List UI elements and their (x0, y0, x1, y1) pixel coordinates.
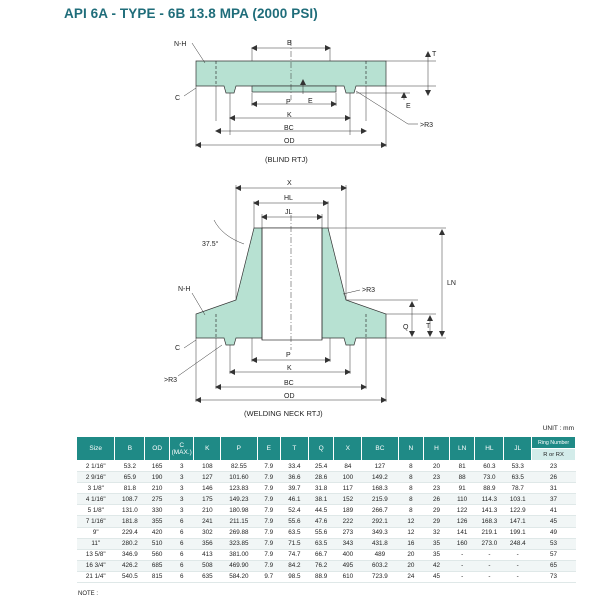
cell-ln: 122 (449, 505, 475, 516)
cell-ring: 45 (532, 516, 576, 527)
cell-hl: 141.3 (475, 505, 504, 516)
cell-c: 6 (169, 560, 194, 571)
blind-bc-label: BC (284, 125, 294, 132)
cell-p: 584.20 (221, 571, 257, 582)
cell-q: 47.6 (308, 516, 334, 527)
weld-caption: (WELDING NECK RTJ) (244, 409, 323, 418)
cell-hl: - (475, 549, 504, 560)
cell-bc: 127 (362, 461, 398, 472)
weld-r3a-label: >R3 (362, 287, 376, 294)
cell-hl: 60.3 (475, 461, 504, 472)
cell-ln: 141 (449, 527, 475, 538)
cell-e: 7.9 (257, 527, 281, 538)
header-p: P (221, 437, 257, 461)
header-c: C (MAX.) (169, 437, 194, 461)
cell-k: 302 (194, 527, 221, 538)
cell-e: 9.7 (257, 571, 281, 582)
cell-h: 29 (424, 505, 450, 516)
cell-p: 180.98 (221, 505, 257, 516)
cell-e: 7.9 (257, 549, 281, 560)
cell-ring: 41 (532, 505, 576, 516)
cell-size: 2 9/16" (77, 472, 115, 483)
cell-c: 3 (169, 472, 194, 483)
cell-c: 6 (169, 516, 194, 527)
cell-p: 269.88 (221, 527, 257, 538)
weld-k-label: K (287, 365, 292, 372)
header-q: Q (308, 437, 334, 461)
header-ring-number: Ring Number (532, 437, 576, 449)
cell-e: 7.9 (257, 505, 281, 516)
cell-q: 76.2 (308, 560, 334, 571)
table-row (77, 505, 576, 516)
weld-bc-label: BC (284, 380, 294, 387)
table-row (77, 571, 576, 582)
cell-x: 400 (334, 549, 362, 560)
cell-x: 117 (334, 483, 362, 494)
cell-h: 26 (424, 494, 450, 505)
blind-t-label: T (432, 51, 437, 58)
cell-t: 98.5 (281, 571, 309, 582)
cell-jl: - (504, 571, 532, 582)
cell-x: 343 (334, 538, 362, 549)
cell-e: 7.9 (257, 494, 281, 505)
note-label: NOTE : (78, 591, 99, 597)
cell-q: 66.7 (308, 549, 334, 560)
weld-nh-label: N-H (178, 286, 191, 293)
weld-jl-label: JL (285, 209, 293, 216)
cell-od: 355 (145, 516, 170, 527)
cell-n: 16 (398, 538, 424, 549)
cell-ln: 126 (449, 516, 475, 527)
cell-k: 241 (194, 516, 221, 527)
cell-c: 6 (169, 527, 194, 538)
cell-jl: 53.3 (504, 461, 532, 472)
spec-table (76, 436, 576, 583)
cell-b: 181.8 (115, 516, 145, 527)
cell-b: 131.0 (115, 505, 145, 516)
cell-b: 108.7 (115, 494, 145, 505)
cell-p: 381.00 (221, 549, 257, 560)
header-ln: LN (449, 437, 475, 461)
cell-b: 65.9 (115, 472, 145, 483)
cell-h: 32 (424, 527, 450, 538)
cell-jl: 122.9 (504, 505, 532, 516)
cell-e: 7.9 (257, 472, 281, 483)
cell-size: 3 1/8" (77, 483, 115, 494)
cell-x: 100 (334, 472, 362, 483)
header-size: Size (77, 437, 115, 461)
cell-od: 685 (145, 560, 170, 571)
cell-p: 323.85 (221, 538, 257, 549)
blind-k-label: K (287, 112, 292, 119)
cell-size: 2 1/16" (77, 461, 115, 472)
weld-t-label: T (426, 323, 431, 330)
cell-bc: 349.3 (362, 527, 398, 538)
cell-jl: 103.1 (504, 494, 532, 505)
weld-p-label: P (286, 352, 291, 359)
cell-e: 7.9 (257, 560, 281, 571)
cell-x: 610 (334, 571, 362, 582)
cell-e: 7.9 (257, 483, 281, 494)
blind-dimension-labels (174, 40, 437, 145)
table-row (77, 549, 576, 560)
cell-t: 52.4 (281, 505, 309, 516)
blind-c-label: C (175, 95, 181, 102)
cell-hl: - (475, 560, 504, 571)
cell-b: 81.8 (115, 483, 145, 494)
cell-k: 146 (194, 483, 221, 494)
cell-n: 8 (398, 472, 424, 483)
cell-k: 210 (194, 505, 221, 516)
cell-size: 13 5/8" (77, 549, 115, 560)
cell-ring: 31 (532, 483, 576, 494)
cell-ring: 49 (532, 527, 576, 538)
cell-od: 210 (145, 483, 170, 494)
cell-bc: 168.3 (362, 483, 398, 494)
weld-angle-label: 37.5° (202, 241, 219, 248)
cell-n: 8 (398, 483, 424, 494)
cell-t: 33.4 (281, 461, 309, 472)
table-body (77, 461, 576, 583)
header-od: OD (145, 437, 170, 461)
cell-bc: 215.9 (362, 494, 398, 505)
cell-x: 495 (334, 560, 362, 571)
cell-q: 25.4 (308, 461, 334, 472)
cell-ln: 91 (449, 483, 475, 494)
cell-n: 12 (398, 527, 424, 538)
cell-ln: - (449, 571, 475, 582)
blind-caption: (BLIND RTJ) (265, 155, 308, 164)
cell-od: 510 (145, 538, 170, 549)
cell-hl: 73.0 (475, 472, 504, 483)
cell-c: 3 (169, 483, 194, 494)
cell-k: 175 (194, 494, 221, 505)
cell-hl: 114.3 (475, 494, 504, 505)
table-row (77, 494, 576, 505)
blind-od-label: OD (284, 138, 295, 145)
cell-n: 20 (398, 560, 424, 571)
cell-c: 6 (169, 538, 194, 549)
cell-e: 7.9 (257, 461, 281, 472)
cell-hl: 168.3 (475, 516, 504, 527)
table-row (77, 527, 576, 538)
header-x: X (334, 437, 362, 461)
cell-ln: 88 (449, 472, 475, 483)
table-row (77, 516, 576, 527)
cell-h: 45 (424, 571, 450, 582)
header-hl: HL (475, 437, 504, 461)
page-title: API 6A - TYPE - 6B 13.8 MPA (2000 PSI) (64, 6, 318, 21)
cell-t: 71.5 (281, 538, 309, 549)
cell-bc: 723.9 (362, 571, 398, 582)
cell-k: 127 (194, 472, 221, 483)
cell-hl: 88.9 (475, 483, 504, 494)
cell-c: 3 (169, 505, 194, 516)
cell-bc: 266.7 (362, 505, 398, 516)
weld-ln-label: LN (447, 280, 456, 287)
cell-bc: 431.8 (362, 538, 398, 549)
cell-t: 55.6 (281, 516, 309, 527)
cell-od: 420 (145, 527, 170, 538)
weld-q-label: Q (403, 324, 409, 331)
cell-x: 152 (334, 494, 362, 505)
cell-ln: - (449, 549, 475, 560)
cell-x: 189 (334, 505, 362, 516)
cell-jl: 63.5 (504, 472, 532, 483)
cell-c: 3 (169, 494, 194, 505)
blind-e-label: E (308, 98, 313, 105)
cell-jl: 248.4 (504, 538, 532, 549)
header-n: N (398, 437, 424, 461)
cell-jl: 199.1 (504, 527, 532, 538)
cell-ln: 81 (449, 461, 475, 472)
blind-raised-face (252, 86, 336, 92)
cell-n: 8 (398, 461, 424, 472)
cell-size: 21 1/4" (77, 571, 115, 582)
cell-jl: 147.1 (504, 516, 532, 527)
cell-h: 23 (424, 483, 450, 494)
table-row (77, 472, 576, 483)
blind-r3-label: >R3 (420, 122, 434, 129)
cell-ln: - (449, 560, 475, 571)
header-jl: JL (504, 437, 532, 461)
cell-size: 4 1/16" (77, 494, 115, 505)
cell-ring: 26 (532, 472, 576, 483)
weld-hl-label: HL (284, 195, 293, 202)
cell-q: 28.6 (308, 472, 334, 483)
cell-n: 8 (398, 505, 424, 516)
cell-t: 46.1 (281, 494, 309, 505)
cell-ring: 57 (532, 549, 576, 560)
weld-c-label: C (175, 345, 181, 352)
cell-ring: 73 (532, 571, 576, 582)
cell-c: 3 (169, 461, 194, 472)
cell-n: 12 (398, 516, 424, 527)
header-k: K (194, 437, 221, 461)
blind-p-label: P (286, 99, 291, 106)
cell-ring: 23 (532, 461, 576, 472)
cell-n: 8 (398, 494, 424, 505)
cell-p: 101.60 (221, 472, 257, 483)
cell-q: 55.6 (308, 527, 334, 538)
cell-b: 346.9 (115, 549, 145, 560)
cell-size: 7 1/16" (77, 516, 115, 527)
cell-t: 74.7 (281, 549, 309, 560)
cell-k: 635 (194, 571, 221, 582)
cell-x: 84 (334, 461, 362, 472)
cell-ring: 65 (532, 560, 576, 571)
cell-p: 211.15 (221, 516, 257, 527)
cell-p: 123.83 (221, 483, 257, 494)
cell-t: 63.5 (281, 527, 309, 538)
cell-h: 35 (424, 549, 450, 560)
cell-ring: 53 (532, 538, 576, 549)
table-row (77, 538, 576, 549)
cell-jl: - (504, 560, 532, 571)
cell-hl: 219.1 (475, 527, 504, 538)
cell-od: 275 (145, 494, 170, 505)
cell-ln: 110 (449, 494, 475, 505)
cell-bc: 149.2 (362, 472, 398, 483)
cell-h: 29 (424, 516, 450, 527)
cell-t: 36.6 (281, 472, 309, 483)
cell-bc: 292.1 (362, 516, 398, 527)
weld-neck-flange-drawing (178, 185, 446, 402)
cell-q: 38.1 (308, 494, 334, 505)
header-t: T (281, 437, 309, 461)
blind-b-label: B (287, 40, 292, 47)
table-row (77, 461, 576, 472)
cell-od: 815 (145, 571, 170, 582)
cell-h: 20 (424, 461, 450, 472)
table-row (77, 560, 576, 571)
cell-q: 88.9 (308, 571, 334, 582)
cell-b: 280.2 (115, 538, 145, 549)
cell-od: 190 (145, 472, 170, 483)
cell-c: 6 (169, 549, 194, 560)
cell-n: 20 (398, 549, 424, 560)
cell-k: 413 (194, 549, 221, 560)
weld-od-label: OD (284, 393, 295, 400)
header-bc: BC (362, 437, 398, 461)
cell-od: 330 (145, 505, 170, 516)
cell-od: 165 (145, 461, 170, 472)
cell-bc: 489 (362, 549, 398, 560)
cell-q: 44.5 (308, 505, 334, 516)
weld-neck-bore (262, 228, 322, 340)
cell-jl: 78.7 (504, 483, 532, 494)
cell-h: 42 (424, 560, 450, 571)
cell-size: 5 1/8" (77, 505, 115, 516)
blind-flange-drawing (184, 40, 436, 147)
unit-label: UNIT : mm (542, 425, 574, 432)
cell-e: 7.9 (257, 538, 281, 549)
cell-ln: 160 (449, 538, 475, 549)
cell-t: 84.2 (281, 560, 309, 571)
cell-p: 469.90 (221, 560, 257, 571)
cell-e: 7.9 (257, 516, 281, 527)
cell-x: 273 (334, 527, 362, 538)
cell-h: 35 (424, 538, 450, 549)
blind-e2-label: E (406, 103, 411, 110)
cell-od: 560 (145, 549, 170, 560)
header-e: E (257, 437, 281, 461)
cell-k: 508 (194, 560, 221, 571)
cell-t: 39.7 (281, 483, 309, 494)
cell-hl: 273.0 (475, 538, 504, 549)
cell-n: 24 (398, 571, 424, 582)
header-ring-sub: R or RX (532, 449, 576, 461)
blind-nh-label: N-H (174, 41, 187, 48)
cell-h: 23 (424, 472, 450, 483)
cell-k: 356 (194, 538, 221, 549)
cell-b: 426.2 (115, 560, 145, 571)
cell-p: 82.55 (221, 461, 257, 472)
cell-jl: - (504, 549, 532, 560)
cell-c: 6 (169, 571, 194, 582)
cell-b: 540.5 (115, 571, 145, 582)
cell-hl: - (475, 571, 504, 582)
cell-size: 11" (77, 538, 115, 549)
cell-k: 108 (194, 461, 221, 472)
header-h: H (424, 437, 450, 461)
table-header-row (77, 437, 576, 449)
weld-x-label: X (287, 180, 292, 187)
cell-size: 9" (77, 527, 115, 538)
cell-x: 222 (334, 516, 362, 527)
cell-p: 149.23 (221, 494, 257, 505)
cell-size: 16 3/4" (77, 560, 115, 571)
cell-ring: 37 (532, 494, 576, 505)
cell-b: 229.4 (115, 527, 145, 538)
cell-q: 63.5 (308, 538, 334, 549)
cell-q: 31.8 (308, 483, 334, 494)
header-b: B (115, 437, 145, 461)
table-row (77, 483, 576, 494)
cell-b: 53.2 (115, 461, 145, 472)
cell-bc: 603.2 (362, 560, 398, 571)
weld-r3b-label: >R3 (164, 377, 178, 384)
